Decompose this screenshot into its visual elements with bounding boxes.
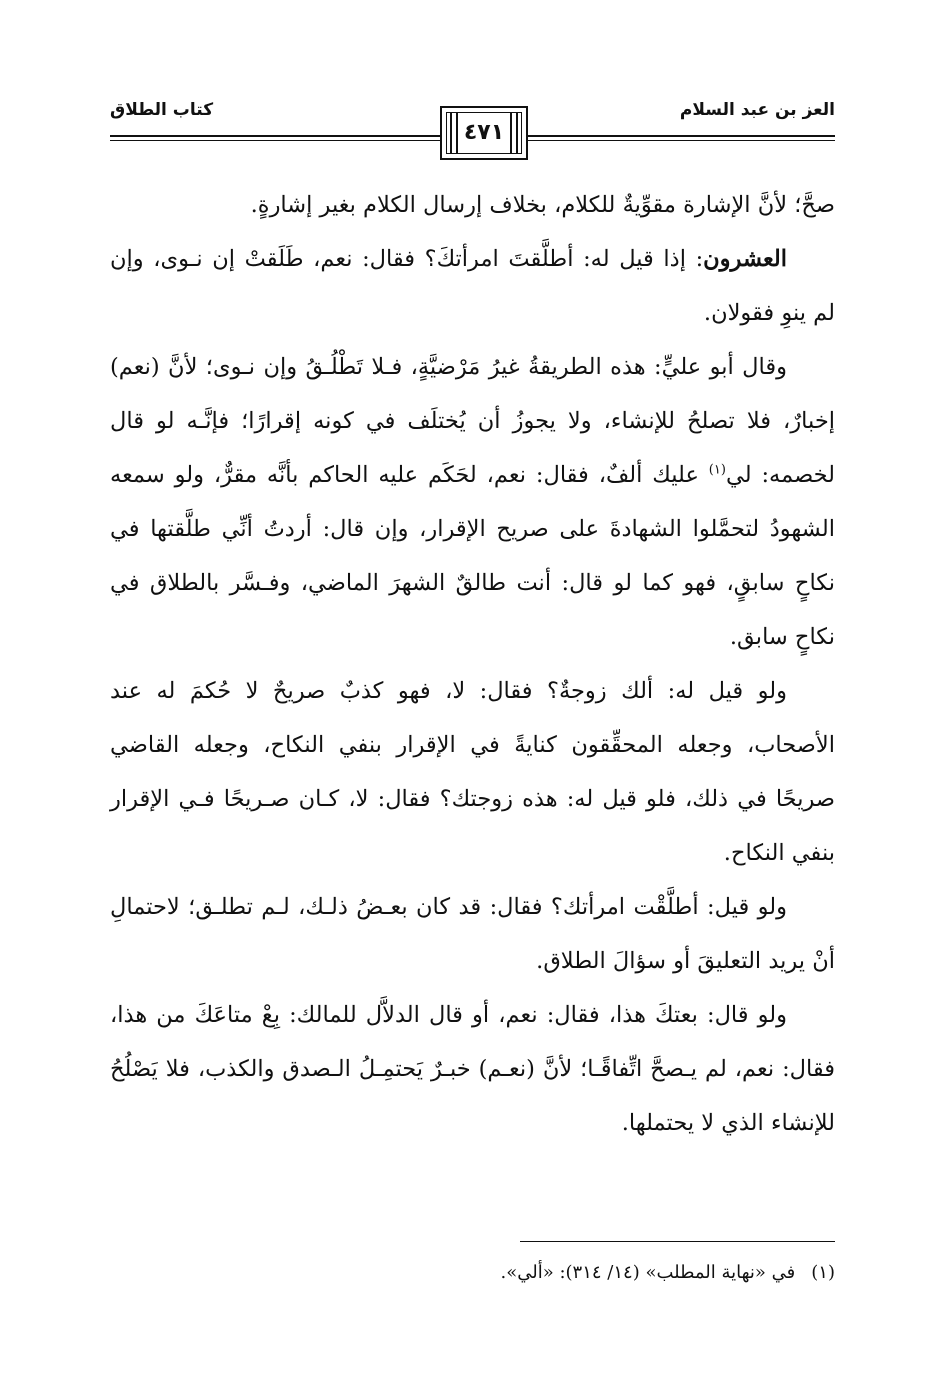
paragraph-text: ولو قيل: أطلَّقْت امرأتك؟ فقال: قد كان بعـضُ ذلـك، لـم تطلـق؛ لاحتمالِ أنْ يريد التعليقَ أو سؤالَ الطلاق. <box>110 894 835 974</box>
paragraph <box>110 880 835 988</box>
paragraph <box>110 664 835 880</box>
paragraph-text: ولو قال: بعتكَ هذا، فقال: نعم، أو قال الدلاَّل للمالك: بِعْ متاعَكَ من هذا، فقال: نعم، لم يـصحَّ اتِّفاقًـا؛ لأنَّ (نعـم) خبـرٌ يَحتمِـلُ الـصدق والكذب، فلا يَصْلُحُ للإنشاء الذي لا يحتملها. <box>110 1002 835 1136</box>
footnote-number: (١) <box>811 1262 835 1283</box>
paragraph-text: : إذا قيل له: أطلَّقتَ امرأتكَ؟ فقال: نعم، طَلَقتْ إن نـوى، وإن لم ينوِ فقولان. <box>110 246 835 326</box>
footnote-reference: (١) <box>708 462 726 478</box>
paragraph-lead: العشرون <box>703 246 787 272</box>
header-author: العز بن عبد السلام <box>679 100 835 120</box>
paragraph <box>110 340 835 664</box>
paragraph-text: وقال أبو عليٍّ: هذه الطريقةُ غيرُ مَرْضيَّةٍ، فـلا تَطْلُـقُ وإن نـوى؛ لأنَّ (نعم) إخبارٌ، فلا تصلحُ للإنشاء، ولا يجوزُ أن يُختلَف في كونه إقرارًا؛ فإنَّـه لو قال لخصمه: لي <box>110 354 835 488</box>
footnote-separator <box>520 1241 835 1242</box>
body-text <box>110 178 835 1150</box>
page-header <box>110 88 835 168</box>
footnote-text: في «نهاية المطلب» (١٤/ ٣١٤): «ألي». <box>500 1262 796 1283</box>
paragraph <box>110 988 835 1150</box>
paragraph <box>110 178 835 232</box>
paragraph-text: ولو قيل له: ألك زوجةٌ؟ فقال: لا، فهو كذبٌ صريحٌ لا حُكمَ له عند الأصحاب، وجعله المحقِّقون كنايةً في الإقرار بنفي النكاح، وجعله القاضي صريحًا في ذلك، فلو قيل له: هذه زوجتك؟ فقال: لا، كـان صـريحًا فـي الإقرار بنفي النكاح. <box>110 678 835 866</box>
paragraph-text: صحَّ؛ لأنَّ الإشارة مقوِّيةٌ للكلام، بخلاف إرسال الكلام بغير إشارةٍ. <box>250 192 835 218</box>
paragraph-text: عليك ألفٌ، فقال: نعم، لحَكَم عليه الحاكم بأنَّه مقرٌّ، ولو سمعه الشهودُ لتحمَّلوا الشهادةَ على صريح الإقرار، وإن قال: أردتُ أنِّي طلَّقتها في نكاحٍ سابقٍ، فهو كما لو قال: أنت طالقٌ الشهرَ الماضي، وفـسَّر بالطلاق في نكاحٍ سابق. <box>110 462 835 650</box>
footnote <box>110 1256 835 1290</box>
page-number: ٤٧١ <box>463 120 505 145</box>
page-number-frame <box>440 106 528 160</box>
paragraph <box>110 232 835 340</box>
footnotes <box>110 1256 835 1290</box>
header-book-title: كتاب الطلاق <box>110 100 214 120</box>
